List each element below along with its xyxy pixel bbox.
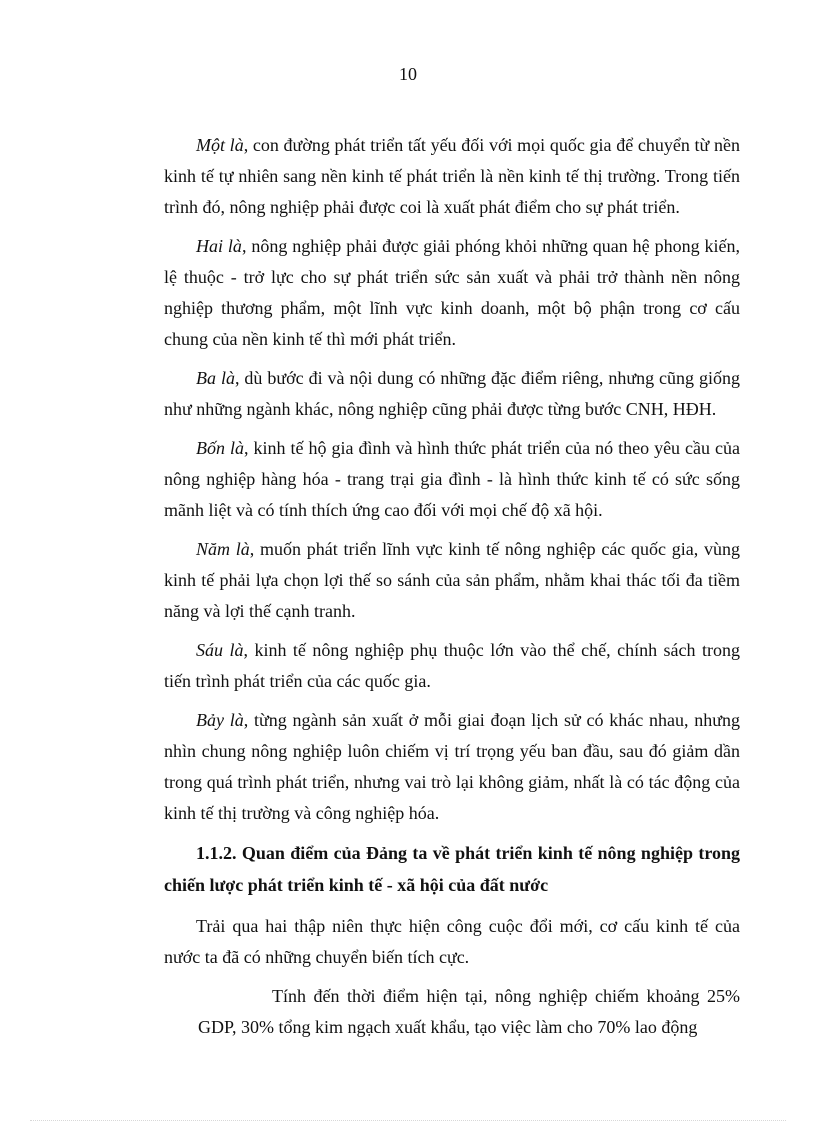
paragraph-lead: Bảy là (196, 710, 244, 730)
page-number: 10 (399, 64, 417, 84)
paragraph-text: , dù bước đi và nội dung có những đặc điểm riêng, nhưng cũng giống như những ngành khác, nông nghiệp cũng phải được từng bước CNH, HĐH. (164, 368, 740, 419)
paragraph (164, 635, 740, 697)
paragraph (164, 433, 740, 526)
paragraph-text: , con đường phát triển tất yếu đối với mọi quốc gia để chuyển từ nền kinh tế tự nhiên sang nền kinh tế phát triển là nền kinh tế thị trường. Trong tiến trình đó, nông nghiệp phải được coi là xuất phát điểm cho sự phát triển. (164, 135, 740, 217)
paragraph-text: , nông nghiệp phải được giải phóng khỏi những quan hệ phong kiến, lệ thuộc - trở lực cho sự phát triển sức sản xuất và phải trở thành nền nông nghiệp thương phẩm, một lĩnh vực kinh doanh, một bộ phận trong cơ cấu chung của nền kinh tế thì mới phát triển. (164, 236, 740, 349)
paragraph (164, 705, 740, 829)
paragraph-lead: Bốn là (196, 438, 244, 458)
section-heading: 1.1.2. Quan điểm của Đảng ta về phát triển kinh tế nông nghiệp trong chiến lược phát triển kinh tế - xã hội của đất nước (164, 843, 740, 895)
paragraph-text: , muốn phát triển lĩnh vực kinh tế nông nghiệp các quốc gia, vùng kinh tế phải lựa chọn lợi thế so sánh của sản phẩm, nhằm khai thác tối đa tiềm năng và lợi thế cạnh tranh. (164, 539, 740, 621)
paragraph (164, 130, 740, 223)
document-body (164, 130, 740, 1043)
paragraph-lead: Ba là (196, 368, 235, 388)
paragraph (164, 231, 740, 355)
final-paragraph: Tính đến thời điểm hiện tại, nông nghiệp chiếm khoảng 25% GDP, 30% tổng kim ngạch xuất khẩu, tạo việc làm cho 70% lao động (198, 986, 740, 1037)
paragraph (164, 534, 740, 627)
paragraph-lead: Năm là (196, 539, 250, 559)
paragraph-lead: Một là (196, 135, 244, 155)
page-bottom-divider (30, 1120, 786, 1121)
paragraph-text: , kinh tế nông nghiệp phụ thuộc lớn vào thể chế, chính sách trong tiến trình phát triển của các quốc gia. (164, 640, 740, 691)
paragraph (164, 363, 740, 425)
paragraph-lead: Sáu là (196, 640, 244, 660)
paragraph: Trải qua hai thập niên thực hiện công cuộc đổi mới, cơ cấu kinh tế của nước ta đã có những chuyển biến tích cực. (164, 916, 740, 967)
paragraph-text: , từng ngành sản xuất ở mỗi giai đoạn lịch sử có khác nhau, nhưng nhìn chung nông nghiệp luôn chiếm vị trí trọng yếu ban đầu, sau đó giảm dần trong quá trình phát triển, nhưng vai trò lại không giảm, nhất là có tác động của kinh tế thị trường và công nghiệp hóa. (164, 710, 740, 823)
paragraph-text: , kinh tế hộ gia đình và hình thức phát triển của nó theo yêu cầu của nông nghiệp hàng hóa - trang trại gia đình - là hình thức kinh tế có sức sống mãnh liệt và có tính thích ứng cao đối với mọi chế độ xã hội. (164, 438, 741, 520)
paragraph-lead: Hai là (196, 236, 242, 256)
